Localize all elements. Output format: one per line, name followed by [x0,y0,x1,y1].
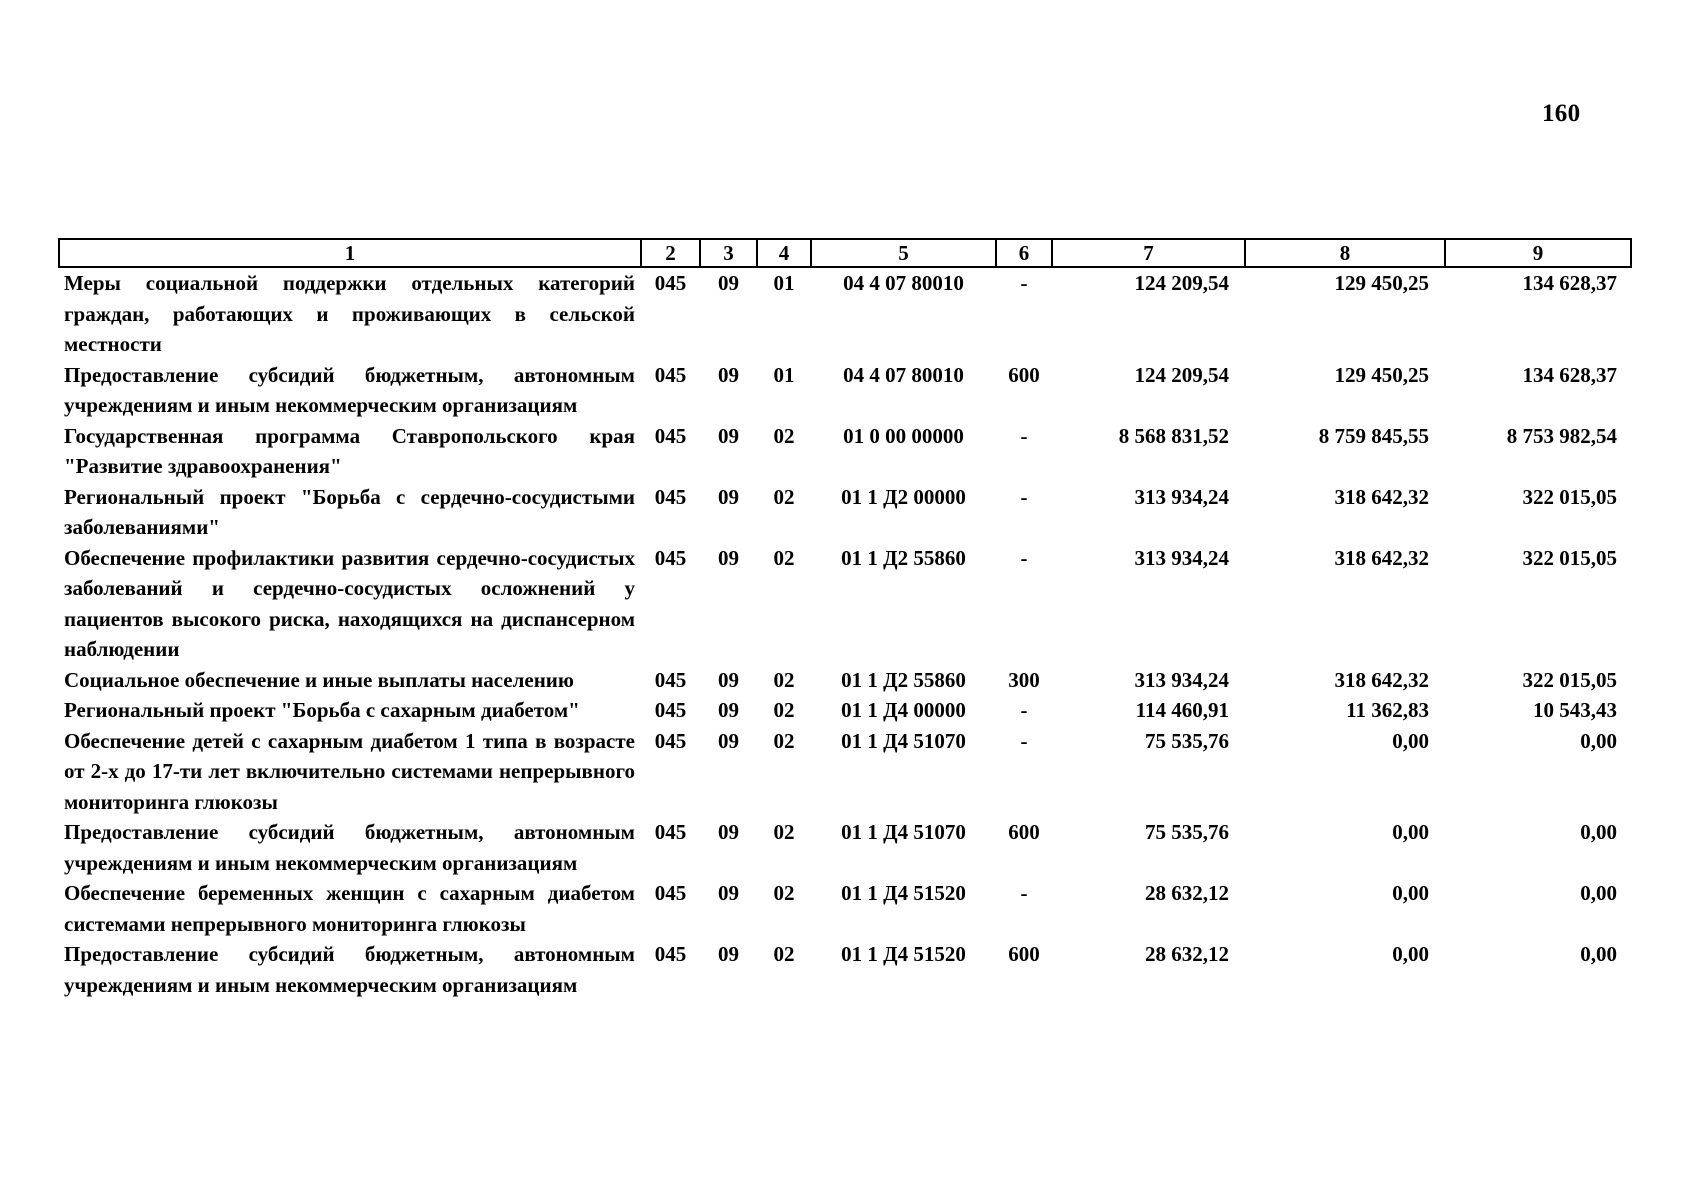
row-target-article-cell: 01 1 Д2 55860 [841,667,966,692]
header-cell-3: 3 [700,239,757,267]
row-amount-col9-cell: 134 628,37 [1522,271,1617,295]
row-amount-col9-cell: 322 015,05 [1522,545,1617,570]
row-amount-col9-cell: 322 015,05 [1522,667,1617,692]
row-amount-col7-cell: 28 632,12 [1145,881,1229,905]
row-section-cell: 09 [718,881,739,905]
row-expense-type-cell: - [1020,484,1028,509]
row-name-cell: Обеспечение беременных женщин с сахарным диабетом системами непрерывного мониторинга глюкозы [64,881,635,936]
table-row [59,695,1631,726]
row-amount-col8-cell: 318 642,32 [1334,545,1429,570]
row-amount-col9-cell: 0,00 [1580,728,1617,753]
row-name-cell: Региональный проект "Борьба с сердечно-сосудистыми заболеваниями" [64,484,635,539]
row-section-cell: 09 [718,667,739,692]
row-subsection-cell: 02 [773,667,795,692]
row-section-cell: 09 [718,271,739,295]
header-cell-5: 5 [811,239,996,267]
table-row [59,817,1631,878]
row-code-cell: 045 [654,942,687,966]
row-amount-col8-cell: 11 362,83 [1346,698,1429,722]
row-amount-col9-cell: 10 543,43 [1533,698,1617,722]
row-target-article-cell: 01 1 Д4 51520 [841,942,966,966]
row-amount-col7-cell: 313 934,24 [1134,545,1229,570]
row-code-cell: 045 [654,362,687,387]
row-code-cell: 045 [654,667,687,692]
row-code-cell: 045 [654,881,687,905]
row-code-cell: 045 [654,271,687,295]
row-expense-type-cell: - [1020,728,1028,753]
row-code-cell: 045 [654,820,687,844]
header-cell-7: 7 [1052,239,1245,267]
row-amount-col9-cell: 0,00 [1580,942,1617,966]
row-subsection-cell: 02 [773,423,795,448]
row-subsection-cell: 02 [773,820,795,844]
table-row [59,421,1631,482]
row-subsection-cell: 02 [773,942,795,966]
row-amount-col7-cell: 28 632,12 [1145,942,1229,966]
row-section-cell: 09 [718,942,739,966]
table-row [59,726,1631,818]
row-target-article-cell: 01 1 Д4 51070 [841,820,966,844]
row-section-cell: 09 [718,698,739,722]
row-amount-col8-cell: 8 759 845,55 [1318,423,1429,448]
row-subsection-cell: 02 [773,728,795,753]
row-amount-col8-cell: 129 450,25 [1334,362,1429,387]
row-amount-col9-cell: 322 015,05 [1522,484,1617,509]
row-target-article-cell: 04 4 07 80010 [843,362,964,387]
table-body [59,267,1631,1000]
row-amount-col7-cell: 75 535,76 [1145,820,1229,844]
row-section-cell: 09 [718,728,739,753]
row-amount-col7-cell: 124 209,54 [1134,362,1229,387]
page-number: 160 [1542,100,1581,127]
row-name-cell: Предоставление субсидий бюджетным, автономным учреждениям и иным некоммерческим организациям [64,942,635,997]
row-target-article-cell: 01 1 Д4 51520 [841,881,966,905]
header-cell-1: 1 [59,239,641,267]
row-subsection-cell: 02 [773,484,795,509]
row-amount-col9-cell: 134 628,37 [1522,362,1617,387]
row-target-article-cell: 04 4 07 80010 [843,271,964,295]
table-row [59,665,1631,696]
row-expense-type-cell: 300 [1008,667,1040,692]
row-amount-col7-cell: 313 934,24 [1134,484,1229,509]
row-amount-col7-cell: 124 209,54 [1134,271,1229,295]
table-header [59,239,1631,267]
row-code-cell: 045 [654,728,687,753]
budget-table [58,238,1632,1000]
table-row [59,482,1631,543]
row-expense-type-cell: - [1020,698,1028,722]
row-amount-col7-cell: 75 535,76 [1145,728,1229,753]
row-expense-type-cell: - [1020,423,1028,448]
row-target-article-cell: 01 1 Д2 00000 [841,484,966,509]
table-row [59,267,1631,360]
row-code-cell: 045 [654,484,687,509]
row-target-article-cell: 01 1 Д2 55860 [841,545,966,570]
row-section-cell: 09 [718,820,739,844]
row-expense-type-cell: 600 [1008,942,1040,966]
row-amount-col7-cell: 114 460,91 [1135,698,1229,722]
row-name-cell: Региональный проект "Борьба с сахарным диабетом" [64,698,580,722]
row-expense-type-cell: - [1020,271,1028,295]
row-code-cell: 045 [654,698,687,722]
header-cell-8: 8 [1245,239,1445,267]
row-section-cell: 09 [718,362,739,387]
row-section-cell: 09 [718,545,739,570]
table-row [59,360,1631,421]
row-code-cell: 045 [654,423,687,448]
row-target-article-cell: 01 1 Д4 51070 [841,728,966,753]
row-amount-col9-cell: 0,00 [1580,820,1617,844]
row-amount-col9-cell: 8 753 982,54 [1506,423,1617,448]
row-expense-type-cell: 600 [1008,362,1040,387]
row-amount-col8-cell: 318 642,32 [1334,667,1429,692]
header-cell-9: 9 [1445,239,1631,267]
row-name-cell: Предоставление субсидий бюджетным, автономным учреждениям и иным некоммерческим организациям [64,362,635,417]
row-amount-col8-cell: 0,00 [1392,820,1429,844]
row-amount-col8-cell: 0,00 [1392,728,1429,753]
row-subsection-cell: 02 [773,881,795,905]
row-subsection-cell: 01 [773,271,795,295]
row-subsection-cell: 02 [773,698,795,722]
row-subsection-cell: 01 [773,362,795,387]
row-code-cell: 045 [654,545,687,570]
row-expense-type-cell: - [1020,881,1028,905]
row-section-cell: 09 [718,423,739,448]
row-name-cell: Государственная программа Ставропольского края "Развитие здравоохранения" [64,423,635,478]
table-row [59,543,1631,665]
row-target-article-cell: 01 0 00 00000 [843,423,964,448]
row-name-cell: Социальное обеспечение и иные выплаты населению [64,667,574,692]
row-name-cell: Предоставление субсидий бюджетным, автономным учреждениям и иным некоммерческим организациям [64,820,635,875]
header-cell-6: 6 [996,239,1052,267]
row-amount-col7-cell: 313 934,24 [1134,667,1229,692]
row-target-article-cell: 01 1 Д4 00000 [841,698,966,722]
header-row [59,239,1631,267]
row-amount-col8-cell: 0,00 [1392,881,1429,905]
row-amount-col7-cell: 8 568 831,52 [1118,423,1229,448]
row-amount-col8-cell: 318 642,32 [1334,484,1429,509]
row-amount-col8-cell: 0,00 [1392,942,1429,966]
header-cell-2: 2 [641,239,700,267]
row-subsection-cell: 02 [773,545,795,570]
row-amount-col8-cell: 129 450,25 [1334,271,1429,295]
row-expense-type-cell: - [1020,545,1028,570]
table-row [59,939,1631,1000]
row-name-cell: Обеспечение профилактики развития сердечно-сосудистых заболеваний и сердечно-сосудистых осложнений у пациентов высокого риска, находящихся на диспансерном наблюдении [64,545,635,661]
row-amount-col9-cell: 0,00 [1580,881,1617,905]
table-row [59,878,1631,939]
row-name-cell: Меры социальной поддержки отдельных категорий граждан, работающих и проживающих в сельской местности [64,271,635,356]
row-name-cell: Обеспечение детей с сахарным диабетом 1 типа в возрасте от 2-х до 17-ти лет включительно системами непрерывного мониторинга глюкозы [64,728,635,814]
row-expense-type-cell: 600 [1008,820,1040,844]
header-cell-4: 4 [757,239,811,267]
row-section-cell: 09 [718,484,739,509]
